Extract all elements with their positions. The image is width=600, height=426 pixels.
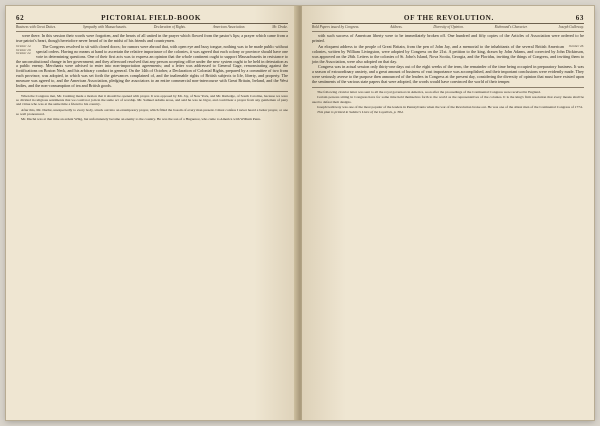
- subhead: Address.: [390, 25, 403, 29]
- book-spread: [6, 6, 594, 420]
- left-subheads: [16, 24, 288, 32]
- footnote-tag: This plan is printed in Sabine's Lives of the Loyalists, p. 384.: [317, 110, 404, 115]
- sidenote: October 22.: [16, 51, 32, 56]
- subhead: Business with Great Duties.: [16, 25, 56, 29]
- right-page: [302, 6, 594, 420]
- right-running-title: OF THE REVOLUTION.: [403, 14, 494, 22]
- right-subheads: [312, 24, 584, 32]
- subhead: Bold Papers issued by Congress.: [312, 25, 360, 29]
- subhead: Sympathy with Massachusetts.: [82, 25, 127, 29]
- paragraph: were there. In this session their words were forgotten, and the hearts of all united in the prayer which flowed from the pastor's lips; a prayer which came from a true patriot's heart, though heretofore never heard of in the midst of his friends and countrymen.: [16, 33, 288, 43]
- subhead: Mr. Drake.: [272, 25, 288, 29]
- subhead: American Association.: [212, 25, 246, 29]
- subhead: Richmond's Character.: [494, 25, 528, 29]
- footnote: Certain persons sitting in Congress have for some time held themselves forth to the world as the representatives of the colonies. It is the king's firm resolution that every means shall be used to defeat their designs.: [312, 95, 584, 104]
- footnote: After this, Mr. Duché, unexpectedly to every body, struck out into an extemporary prayer, which filled the bosom of every man present. I must confess I never heard a better prayer, or one so well pronounced.: [16, 107, 288, 116]
- right-footnotes: [312, 87, 584, 114]
- sidenote: October 14.: [16, 43, 32, 48]
- left-page: [6, 6, 298, 420]
- paragraph: The Congress resolved to sit with closed doors; for rumors were abroad that, with open eye and busy tongue, nothing was to be made public without special orders. Having no means at hand to ascertain the relative importance of the colonies, it was agreed that each colony or province should have one vote in determining questions. One of their first acts was to express an opinion that the whole continent ought to support Massachusetts in resistance to the unconstitutional change in her government; and they afterward resolved that any person accepting office under the new system ought to be held in detestation as a public enemy. Merchants were advised to enter into non-importation agreements; and a letter was addressed to General Gage, remonstrating against the fortifications on Boston Neck, and his arbitrary conduct in general. On the 14th of October, a Declaration of Colonial Rights, prepared by a committee of two from each province, was adopted, in which was set forth the grievances complained of, and the inalienable rights of British subjects to life, liberty, and property. The measure was agreed to, and the American Association, pledging the associators to an entire commercial non-intercourse with Great Britain, Ireland, and the West Indies, and the non-consumption of tea and British goods.: [16, 43, 288, 89]
- left-footnotes: [16, 91, 288, 122]
- footnote: Mr. Duché was at that time an ardent Whig, but unfortunately became an enemy to the country. He was the son of a Huguenot, who came to America with William Penn.: [21, 117, 261, 122]
- footnote: When the Congress met, Mr. Cushing made a motion that it should be opened with prayer. It was opposed by Mr. Jay, of New York, and Mr. Rutledge, of South Carolina, because we were so divided in religious sentiments that we could not join in the same act of worship. Mr. Samuel Adams arose, and said he was no bigot, and could hear a prayer from any gentleman of piety and virtue who was at the same time a friend to his country.: [16, 93, 288, 107]
- right-body-text: [312, 34, 584, 85]
- footnote: Joseph Galloway was one of the most popular of the leaders in Pennsylvania when the war of the Revolution broke out. He was one of the ablest men of the Continental Congress of 1774.: [317, 104, 583, 109]
- subhead: Joseph Galloway.: [558, 25, 584, 29]
- sidenote: October 20.: [16, 47, 32, 52]
- subhead: Declaration of Rights.: [153, 25, 186, 29]
- right-running-head: [312, 14, 584, 24]
- paragraph: Congress was in actual session only thirty-one days out of the eight weeks of the term, the remainder of the time being occupied in preparatory business. It was a season of extraordinary anxiety, and a great amount of business of vast importance was accomplished, and their important conclusions were evidently made. They were seriously averse to the purpose then announced of the leaders in Congress at the present day, considering the diversity of opinion that must have existed upon the sentiments of the various state papers that were adopted, the words would have convinced the world of their temper.: [312, 64, 584, 85]
- footnote: The following circular letter was sent to all the royal governors in America, soon after the proceedings of the Continental Congress were received in England.: [317, 90, 541, 95]
- left-page-number: 62: [16, 14, 25, 22]
- right-page-number: 63: [575, 14, 584, 22]
- left-running-title: PICTORIAL FIELD-BOOK: [101, 14, 202, 22]
- subhead: Diversity of Opinion.: [433, 25, 464, 29]
- left-body-text: [16, 34, 288, 89]
- sidenote: October 26.: [568, 43, 584, 48]
- left-running-head: [16, 14, 288, 24]
- paragraph: with such success of American liberty were to be immediately broken off. One hundred and fifty copies of the Articles of Association were ordered to be printed.: [312, 33, 584, 43]
- paragraph: An eloquent address to the people of Great Britain, from the pen of John Jay, and a memorial to the inhabitants of the several British American colonies, written by William Livingston, were adopted by Congress on the 21st. A petition to the king, drawn by John Adams, and corrected by John Dickinson, was approved on the 26th. Letters to the colonies of St. John's Island, Nova Scotia, Georgia, and the Floridas, inviting the things of Congress, and inviting them to join the Association, were also adopted on that day.: [312, 43, 584, 64]
